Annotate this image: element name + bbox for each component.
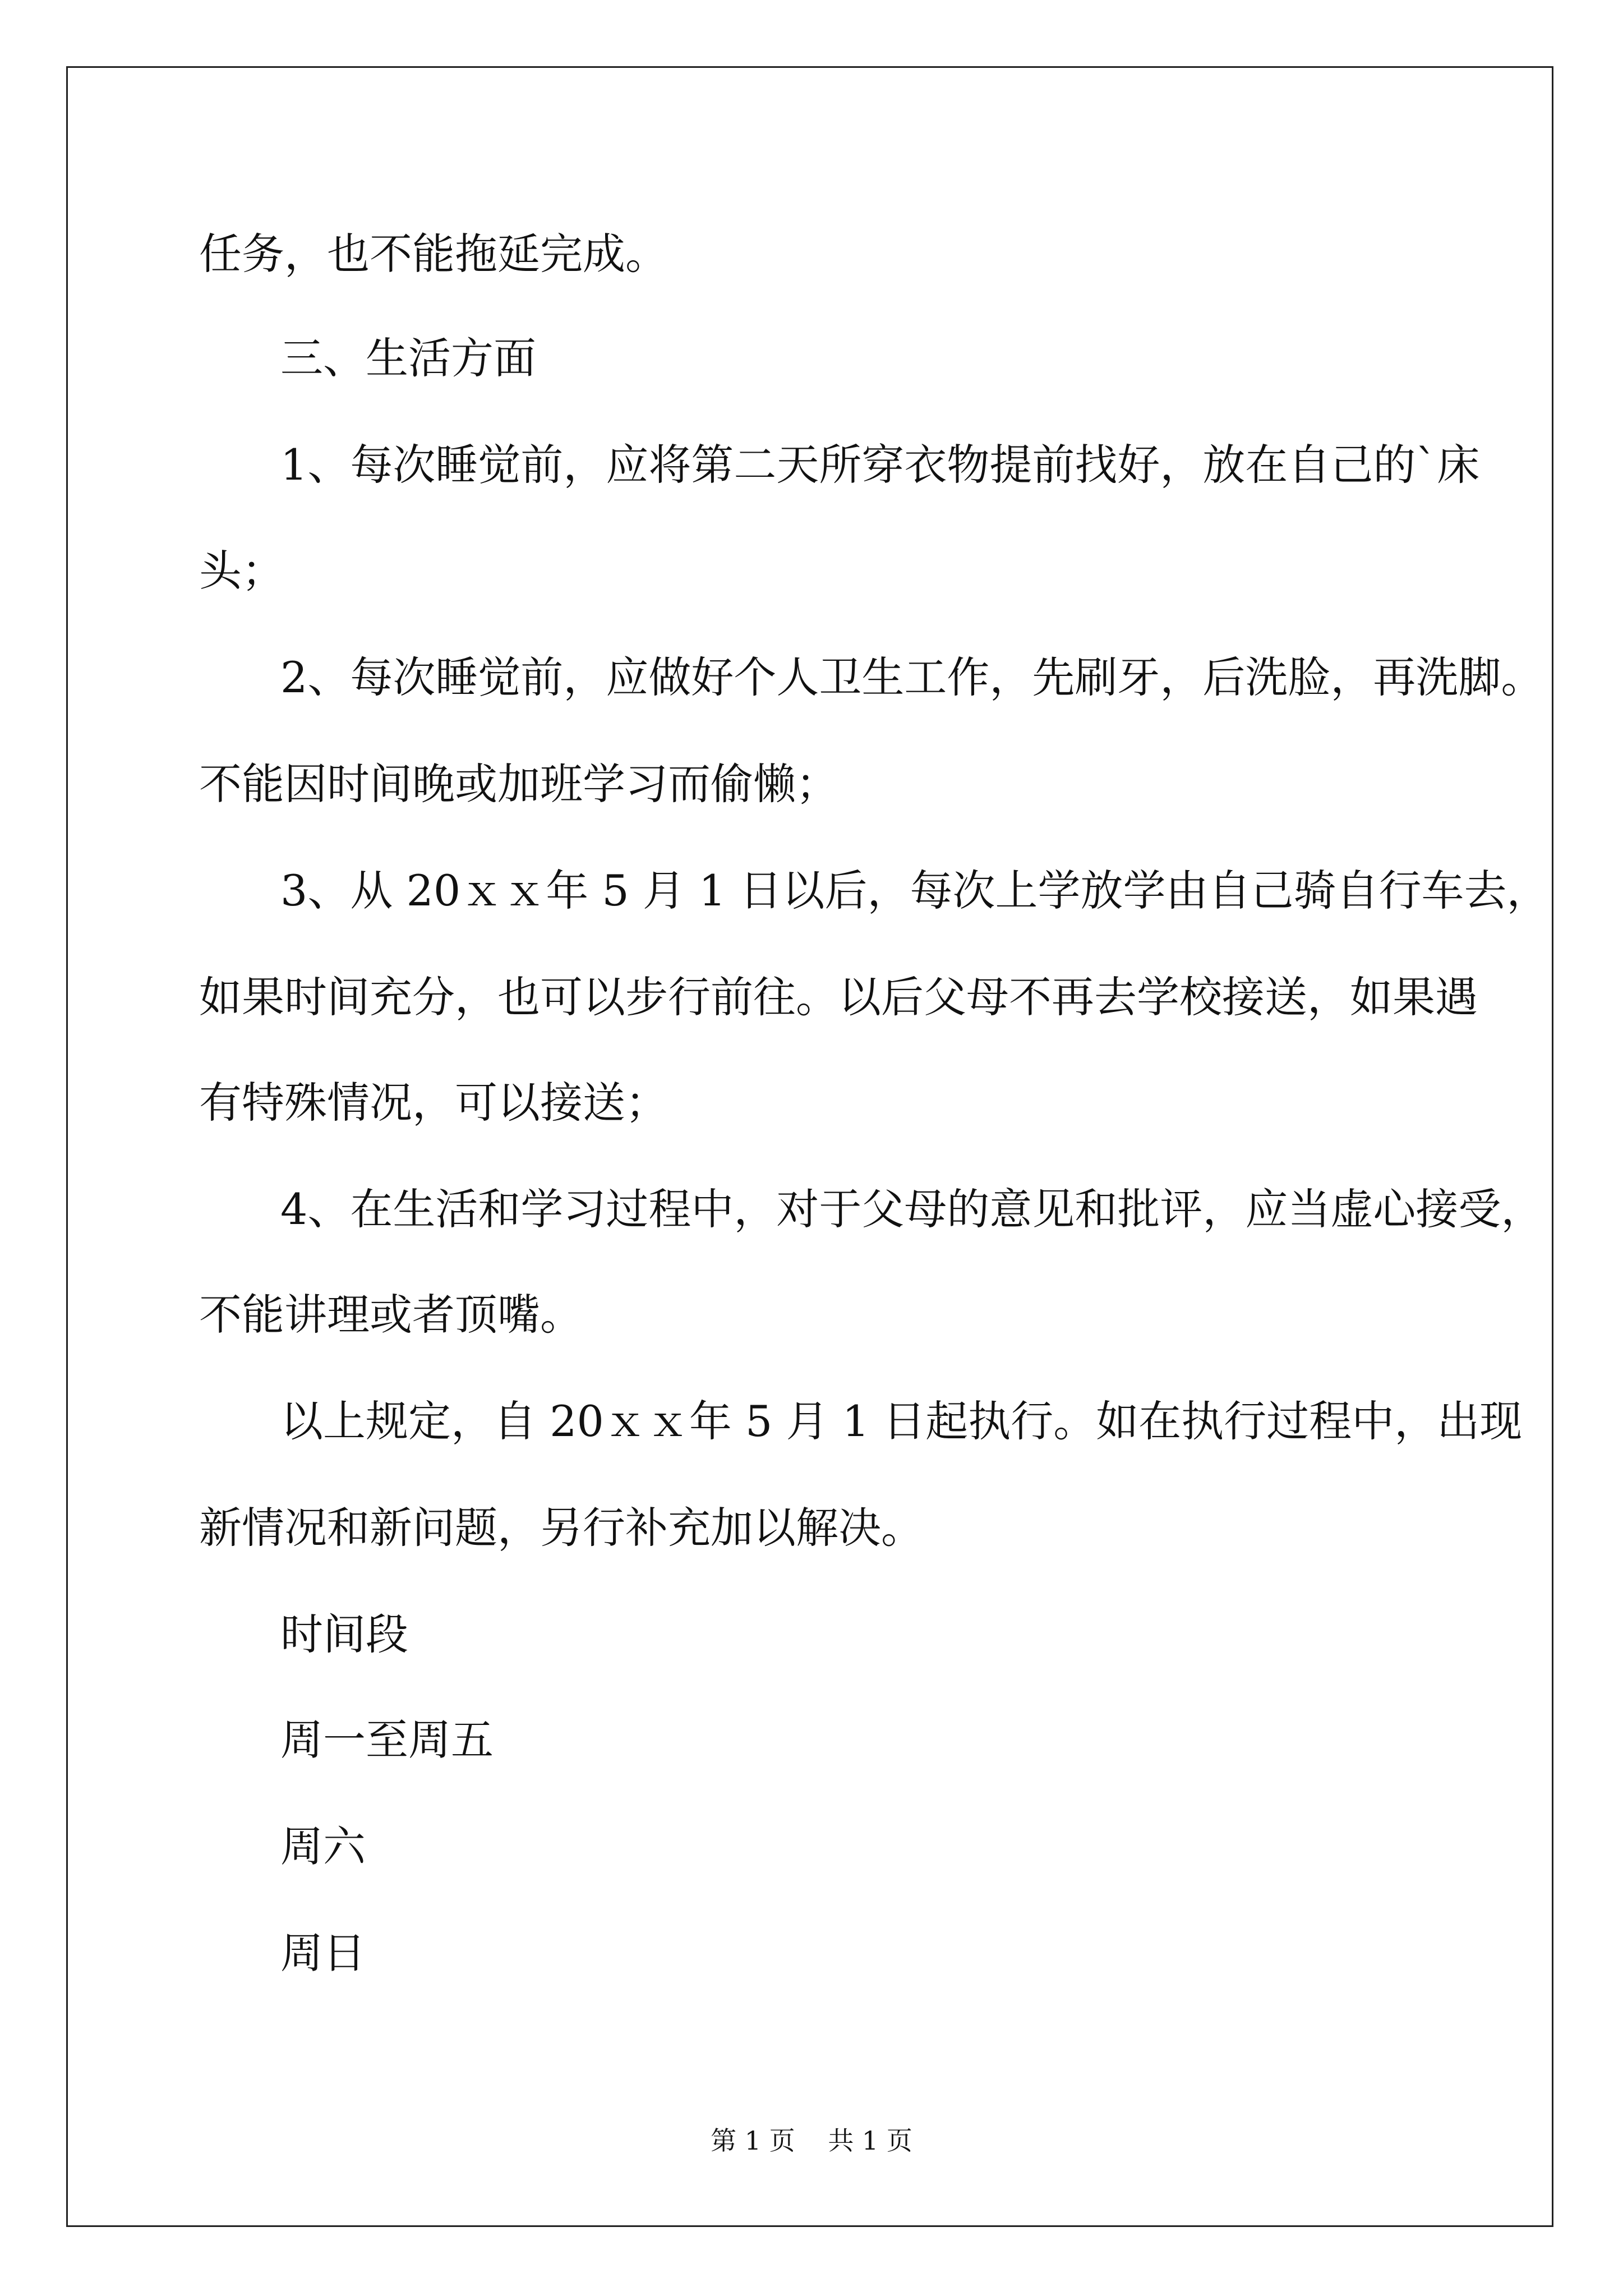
page-border [66, 66, 1553, 2227]
text-line-12: 以上规定，自 20ｘｘ年 5 月 1 日起执行。如在执行过程中，出现 [280, 1396, 1523, 1446]
text-line-4: 头； [199, 546, 284, 596]
text-line-5: 2、每次睡觉前，应做好个人卫生工作，先刷牙，后洗脸，再洗脚。 [280, 652, 1544, 702]
text-line-17: 周日 [280, 1928, 366, 1978]
text-line-11: 不能讲理或者顶嘴。 [199, 1290, 583, 1340]
text-line-8: 如果时间充分，也可以步行前往。以后父母不再去学校接送，如果遇 [199, 972, 1478, 1022]
text-line-13: 新情况和新问题，另行补充加以解决。 [199, 1503, 924, 1553]
text-line-6: 不能因时间晚或加班学习而偷懒； [199, 759, 838, 809]
text-line-7: 3、从 20ｘｘ年 5 月 1 日以后，每次上学放学由自己骑自行车去， [280, 866, 1550, 915]
text-line-3: 1、每次睡觉前，应将第二天所穿衣物提前找好，放在自己的`床 [280, 440, 1480, 490]
page-number: 第 1 页 [711, 2125, 795, 2156]
page-footer [0, 2120, 1623, 2157]
text-line-9: 有特殊情况，可以接送； [199, 1078, 668, 1128]
text-line-10: 4、在生活和学习过程中，对于父母的意见和批评，应当虚心接受， [280, 1184, 1544, 1234]
text-line-15: 周一至周五 [280, 1715, 494, 1765]
heading-life: 三、生活方面 [280, 333, 536, 383]
text-line-1: 任务，也不能拖延完成。 [199, 229, 668, 279]
text-line-14: 时间段 [280, 1609, 408, 1659]
page-total: 共 1 页 [828, 2125, 912, 2156]
text-line-16: 周六 [280, 1821, 366, 1871]
